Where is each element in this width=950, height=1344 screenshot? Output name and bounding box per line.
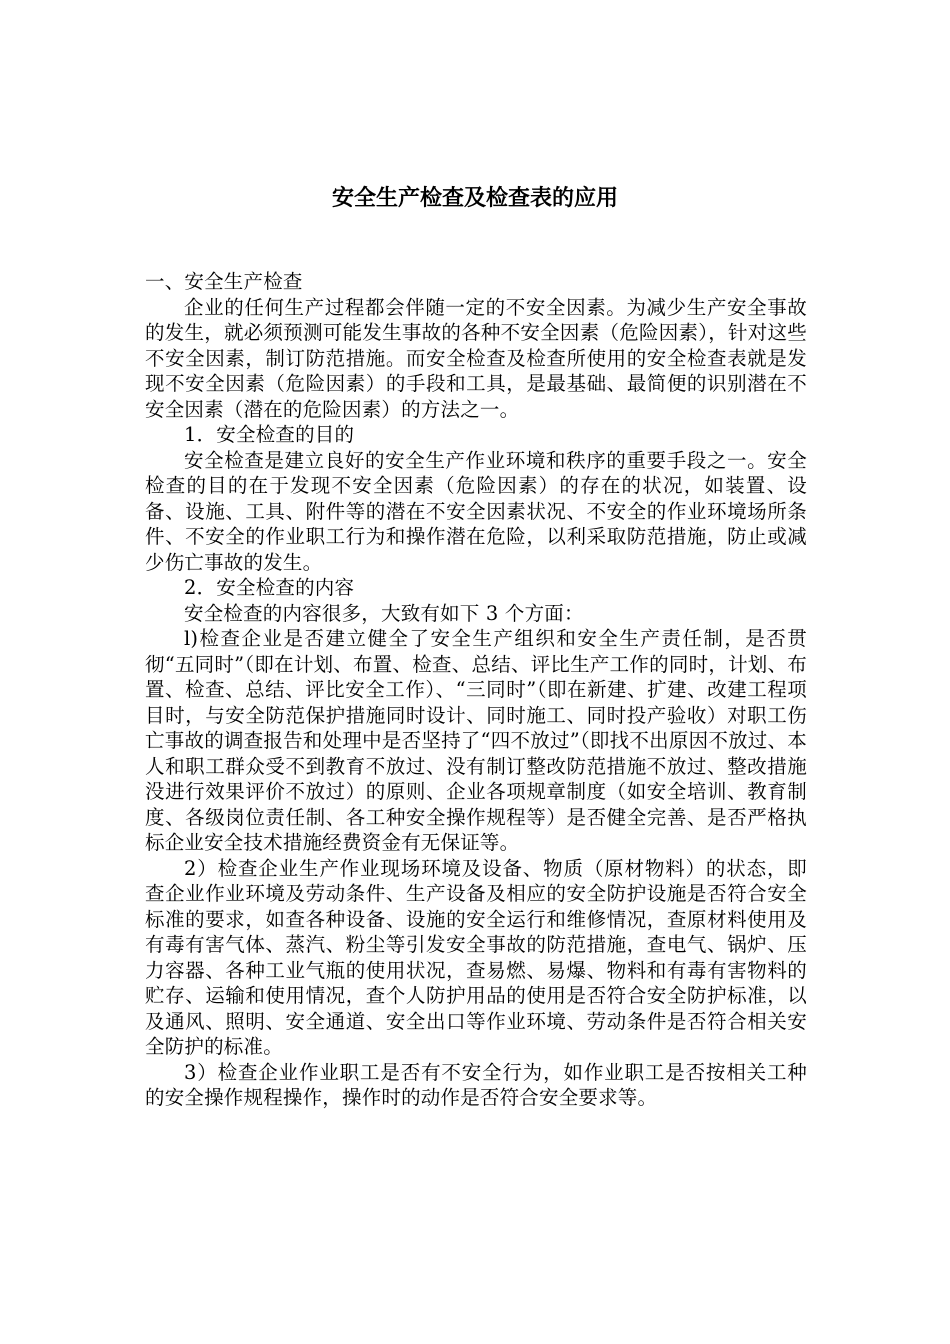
list-item-2: 2）检查企业生产作业现场环境及设备、物质（原材物料）的状态，即查企业作业环境及劳动条件、生产设备及相应的安全防护设施是否符合安全标准的要求，如查各种设备、设施的安全运行和维修情况，查原材料使用及有毒有害气体、蒸汽、粉尘等引发安全事故的防范措施，查电气、锅炉、压力容器、各种工业气瓶的使用状况，查易燃、易爆、物料和有毒有害物料的贮存、运输和使用情况，查个人防护用品的使用是否符合安全防护标准，以及通风、照明、安全通道、安全出口等作业环境、劳动条件是否符合相关安全防护的标准。 — [145, 856, 807, 1058]
subsection-heading-purpose: 1．安全检查的目的 — [184, 423, 355, 446]
intro-paragraph: 企业的任何生产过程都会伴随一定的不安全因素。为减少生产安全事故的发生，就必须预测可能发生事故的各种不安全因素（危险因素），针对这些不安全因素，制订防范措施。而安全检查及检查所使用的安全检查表就是发现不安全因素（危险因素）的手段和工具，是最基础、最简便的识别潜在不安全因素（潜在的危险因素）的方法之一。 — [145, 295, 807, 421]
document-body — [145, 269, 807, 1111]
document-title: 安全生产检查及检查表的应用 — [331, 186, 618, 211]
list-item-3: 3）检查企业作业职工是否有不安全行为，如作业职工是否按相关工种的安全操作规程操作，操作时的动作是否符合安全要求等。 — [145, 1060, 807, 1109]
content-intro-paragraph: 安全检查的内容很多，大致有如下 3 个方面： — [184, 601, 584, 625]
subsection-heading-content: 2．安全检查的内容 — [184, 576, 355, 599]
purpose-paragraph: 安全检查是建立良好的安全生产作业环境和秩序的重要手段之一。安全检查的目的在于发现不安全因素（危险因素）的存在的状况，如装置、设备、设施、工具、附件等的潜在不安全因素状况、不安全的作业环境场所条件、不安全的作业职工行为和操作潜在危险，以利采取防范措施，防止或减少伤亡事故的发生。 — [145, 448, 807, 574]
section-heading: 一、安全生产检查 — [145, 270, 303, 293]
list-item-1: l)检查企业是否建立健全了安全生产组织和安全生产责任制，是否贯彻“五同时”（即在计划、布置、检查、总结、评比生产工作的同时，计划、布置、检查、总结、评比安全工作）、“三同时”（即在新建、扩建、改建工程项目时，与安全防范保护措施同时设计、同时施工、同时投产验收）对职工伤亡事故的调查报告和处理中是否坚持了“四不放过”（即找不出原因不放过、本人和职工群众受不到教育不放过、没有制订整改防范措施不放过、整改措施没进行效果评价不放过）的原则、企业各项规章制度（如安全培训、教育制度、各级岗位责任制、各工种安全操作规程等）是否健全完善、是否严格执标企业安全技术措施经费资金有无保证等。 — [145, 627, 807, 854]
